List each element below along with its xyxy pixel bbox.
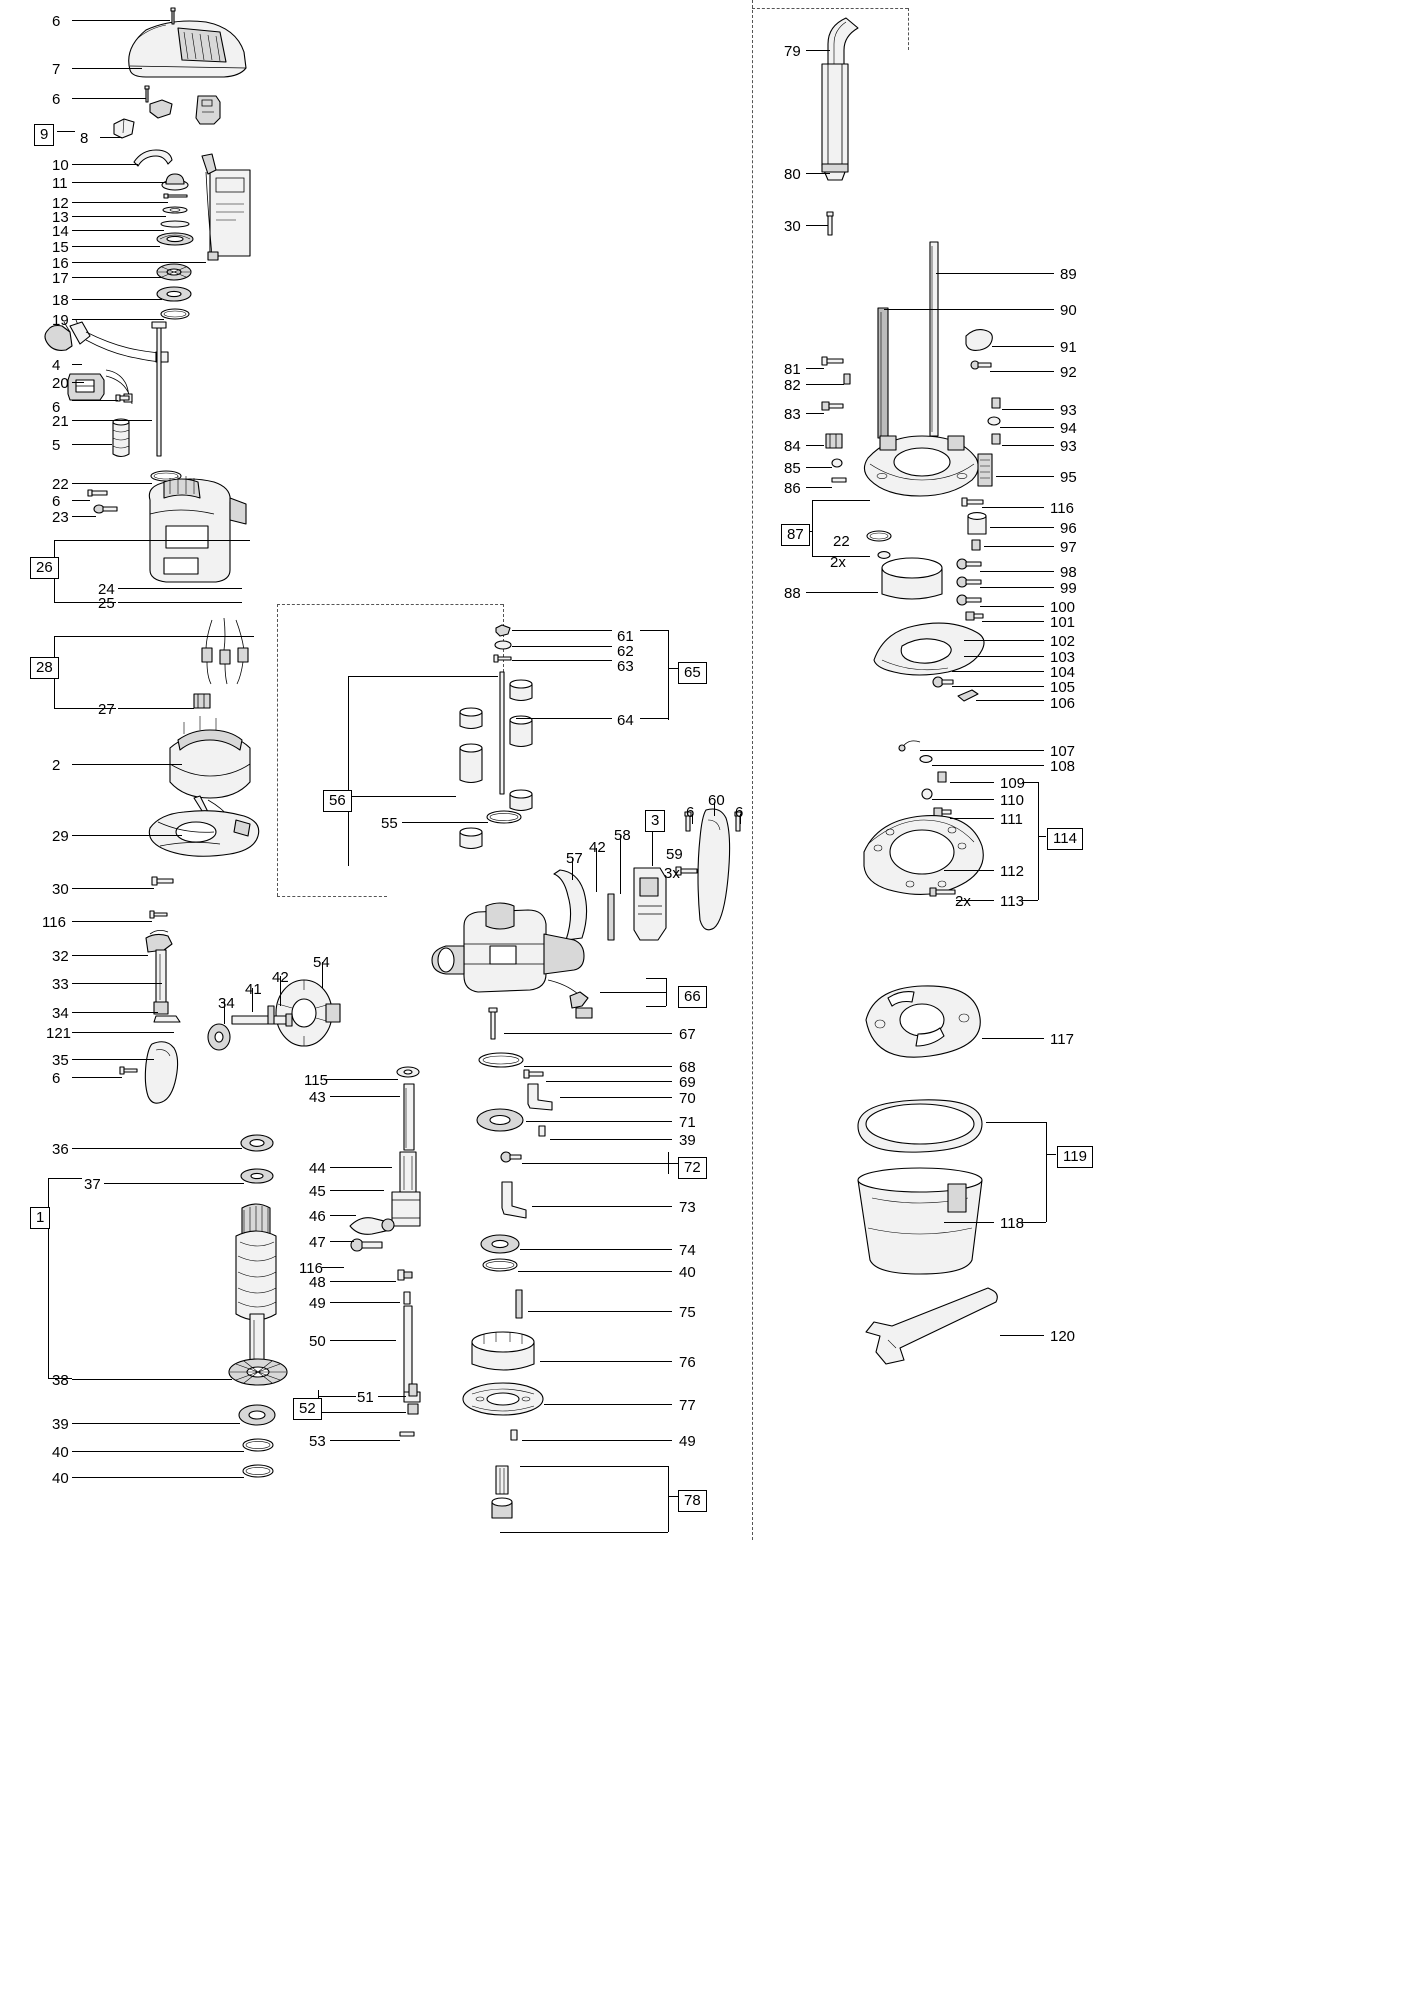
- part-72-pin: [500, 1150, 522, 1164]
- part-105-pin: [932, 676, 954, 688]
- callout-number: 81: [784, 361, 801, 378]
- part-69-screw: [524, 1068, 544, 1080]
- part-71-bearing: [476, 1108, 524, 1132]
- callout-assembly-number: 119: [1057, 1146, 1093, 1168]
- part-66-switch: [546, 972, 606, 1020]
- part-86-pin: [828, 474, 848, 488]
- part-73-lever: [496, 1178, 532, 1222]
- part-113-screw: [930, 886, 956, 898]
- callout-number: 22: [833, 533, 850, 550]
- part-76-collet-housing: [466, 1330, 540, 1378]
- callout-number: 116: [1050, 500, 1074, 517]
- callout-number: 57: [566, 850, 583, 867]
- callout-number: 85: [784, 460, 801, 477]
- part-49-pin-bottom: [506, 1428, 522, 1442]
- part-42-pin: [264, 1004, 278, 1026]
- callout-number: 10: [52, 157, 69, 174]
- group-56-frame-bottom: [277, 896, 387, 897]
- callout-number: 40: [52, 1444, 69, 1461]
- part-11-knob: [158, 170, 192, 192]
- callout-number: 16: [52, 255, 69, 272]
- callout-number: 105: [1050, 679, 1076, 696]
- part-30-screw: [152, 876, 174, 886]
- part-97-pin: [966, 538, 986, 552]
- callout-number: 32: [52, 948, 69, 965]
- callout-number: 27: [98, 701, 115, 718]
- callout-number: 3x: [664, 865, 680, 882]
- part-109-pin: [932, 770, 952, 784]
- callout-number: 102: [1050, 633, 1076, 650]
- callout-assembly-number: 3: [645, 810, 665, 832]
- part-53-pin: [398, 1428, 416, 1440]
- part-93-pin-a: [988, 396, 1004, 410]
- callout-number: 63: [617, 658, 634, 675]
- part-30-screw-right: [824, 212, 836, 236]
- callout-number: 11: [52, 175, 68, 192]
- group-56-frame-top: [277, 604, 503, 605]
- callout-number: 25: [98, 595, 115, 612]
- part-116-screw: [150, 910, 168, 920]
- part-1-armature: [214, 1196, 306, 1376]
- part-88-dust-ring: [878, 556, 946, 608]
- callout-number: 13: [52, 209, 69, 226]
- callout-assembly-number: 56: [323, 790, 352, 812]
- part-85-washer: [830, 458, 844, 468]
- part-clip-8b: [148, 98, 176, 118]
- part-35-handle: [140, 1036, 184, 1104]
- callout-number: 34: [52, 1005, 69, 1022]
- part-37-washer: [240, 1168, 274, 1184]
- callout-number: 116: [299, 1260, 323, 1277]
- part-78-collets: [486, 1462, 520, 1532]
- part-64-bush-b: [506, 714, 536, 750]
- part-56-bush-d: [456, 826, 486, 852]
- part-18-gear: [156, 285, 192, 303]
- part-32-depth-stop: [138, 928, 198, 1036]
- part-58-pin: [604, 892, 618, 944]
- part-48-pin: [394, 1268, 414, 1282]
- callout-number: 6: [52, 91, 61, 108]
- callout-number: 6: [735, 804, 744, 821]
- callout-assembly-number: 52: [293, 1398, 322, 1420]
- part-93-pin-b: [988, 432, 1004, 446]
- part-38-fan: [228, 1356, 288, 1388]
- callout-number: 29: [52, 828, 69, 845]
- part-108-washer: [918, 754, 934, 764]
- callout-assembly-number: 72: [678, 1157, 707, 1179]
- callout-number: 42: [589, 839, 606, 856]
- part-60-handle: [692, 806, 732, 932]
- part-95-scale: [972, 452, 998, 488]
- part-91-knob: [962, 326, 996, 352]
- callout-number: 79: [784, 43, 801, 60]
- callout-number: 7: [52, 61, 61, 78]
- part-screw-6a: [168, 8, 178, 24]
- callout-number: 116: [42, 914, 66, 931]
- part-64-bush-a: [506, 678, 536, 704]
- callout-number: 68: [679, 1059, 696, 1076]
- part-screw-6d: [88, 488, 108, 498]
- callout-number: 98: [1060, 564, 1077, 581]
- part-20-switch: [66, 368, 108, 402]
- part-92-pin: [970, 360, 992, 370]
- part-119-ring: [850, 1096, 990, 1156]
- callout-number: 61: [617, 628, 634, 645]
- callout-number: 2x: [955, 893, 971, 910]
- part-34-roller: [206, 1022, 232, 1052]
- part-14-washer: [160, 220, 190, 228]
- part-89-column-right: [924, 240, 944, 440]
- callout-number: 47: [309, 1234, 326, 1251]
- callout-number: 97: [1060, 539, 1077, 556]
- part-102-guide: [868, 620, 984, 682]
- part-84-bracket: [822, 430, 848, 452]
- callout-number: 60: [708, 792, 725, 809]
- callout-number: 70: [679, 1090, 696, 1107]
- callout-number: 83: [784, 406, 801, 423]
- callout-number: 117: [1050, 1031, 1074, 1048]
- part-top-cover: [120, 18, 250, 80]
- part-6-screw-handle: [120, 1066, 138, 1076]
- callout-number: 22: [52, 476, 69, 493]
- part-22-oring-right: [866, 530, 892, 542]
- divider-vertical-right-stub: [908, 8, 909, 50]
- part-29-bracket: [140, 806, 266, 862]
- callout-number: 8: [80, 130, 89, 147]
- callout-number: 48: [309, 1274, 326, 1291]
- part-100-pin: [956, 594, 982, 606]
- callout-number: 18: [52, 292, 69, 309]
- group-56-frame-left: [277, 604, 278, 896]
- callout-number: 96: [1060, 520, 1077, 537]
- part-55-oring: [486, 810, 522, 824]
- part-41-shaft: [230, 1008, 294, 1032]
- part-67-screw: [486, 1008, 500, 1040]
- callout-number: 41: [245, 981, 262, 998]
- callout-number: 120: [1050, 1328, 1076, 1345]
- callout-number: 121: [46, 1025, 72, 1042]
- part-117-plate: [858, 982, 986, 1060]
- callout-number: 107: [1050, 743, 1076, 760]
- callout-number: 93: [1060, 438, 1077, 455]
- callout-number: 84: [784, 438, 801, 455]
- callout-number: 113: [1000, 893, 1024, 910]
- callout-number: 103: [1050, 649, 1076, 666]
- callout-number: 101: [1050, 614, 1076, 631]
- callout-number: 82: [784, 377, 801, 394]
- callout-number: 54: [313, 954, 330, 971]
- callout-number: 45: [309, 1183, 326, 1200]
- part-43-shaft: [398, 1082, 420, 1156]
- callout-number: 39: [52, 1416, 69, 1433]
- part-56-bush-a: [456, 706, 486, 732]
- callout-number: 24: [98, 581, 115, 598]
- part-39-ring-mid: [534, 1124, 550, 1138]
- part-98-pin: [956, 558, 982, 570]
- callout-number: 21: [52, 413, 69, 430]
- callout-number: 30: [784, 218, 801, 235]
- part-74-bearing: [480, 1234, 520, 1254]
- callout-number: 49: [309, 1295, 326, 1312]
- callout-assembly-number: 66: [678, 986, 707, 1008]
- part-112-baseplate: [854, 806, 990, 900]
- callout-number: 109: [1000, 775, 1026, 792]
- callout-number: 38: [52, 1372, 69, 1389]
- callout-number: 95: [1060, 469, 1077, 486]
- part-87-base: [854, 420, 988, 502]
- callout-number: 35: [52, 1052, 69, 1069]
- callout-number: 73: [679, 1199, 696, 1216]
- part-28-leads: [196, 614, 266, 692]
- callout-number: 86: [784, 480, 801, 497]
- callout-number: 118: [1000, 1215, 1024, 1232]
- callout-number: 77: [679, 1397, 696, 1414]
- callout-number: 39: [679, 1132, 696, 1149]
- callout-number: 6: [52, 13, 61, 30]
- callout-number: 111: [1000, 811, 1023, 828]
- part-5-sleeve: [108, 416, 134, 462]
- part-120-wrench: [856, 1286, 1004, 1366]
- part-61-clip: [494, 624, 512, 636]
- callout-number: 88: [784, 585, 801, 602]
- part-40-ring-b: [242, 1464, 274, 1478]
- callout-number: 74: [679, 1242, 696, 1259]
- part-68-ring: [478, 1052, 524, 1068]
- callout-number: 53: [309, 1433, 326, 1450]
- part-40-ring-mid: [482, 1258, 518, 1272]
- callout-number: 43: [309, 1089, 326, 1106]
- callout-number: 75: [679, 1304, 696, 1321]
- callout-number: 5: [52, 437, 61, 454]
- callout-number: 89: [1060, 266, 1077, 283]
- callout-number: 2x: [830, 554, 846, 571]
- callout-number: 42: [272, 969, 289, 986]
- callout-number: 62: [617, 643, 634, 660]
- part-47-pin: [350, 1238, 384, 1252]
- part-screw-6c: [116, 394, 130, 402]
- callout-number: 90: [1060, 302, 1077, 319]
- callout-number: 23: [52, 509, 69, 526]
- part-10-lever: [130, 146, 176, 170]
- part-80-tube: [812, 62, 860, 186]
- callout-assembly-number: 1: [30, 1207, 50, 1229]
- callout-number: 110: [1000, 792, 1024, 809]
- part-81-screw: [822, 356, 844, 366]
- callout-number: 51: [357, 1389, 374, 1406]
- part-51-pin: [404, 1382, 422, 1398]
- part-70-clip: [522, 1080, 558, 1116]
- callout-number: 40: [52, 1470, 69, 1487]
- callout-number: 6: [52, 399, 61, 416]
- callout-number: 40: [679, 1264, 696, 1281]
- part-56-bush-b: [456, 742, 486, 786]
- part-63-screw: [494, 654, 512, 664]
- callout-number: 6: [686, 804, 695, 821]
- part-116-screw-right: [962, 496, 984, 508]
- callout-number: 108: [1050, 758, 1076, 775]
- callout-number: 46: [309, 1208, 326, 1225]
- callout-number: 106: [1050, 695, 1076, 712]
- callout-number: 92: [1060, 364, 1077, 381]
- callout-number: 12: [52, 195, 69, 212]
- callout-number: 104: [1050, 664, 1076, 681]
- part-15-spring-washer: [156, 232, 194, 246]
- callout-number: 36: [52, 1141, 69, 1158]
- callout-assembly-number: 114: [1047, 828, 1083, 850]
- callout-number: 55: [381, 815, 398, 832]
- part-23-pin: [94, 504, 118, 514]
- callout-number: 44: [309, 1160, 326, 1177]
- part-99-pin: [956, 576, 982, 588]
- callout-number: 76: [679, 1354, 696, 1371]
- part-12-screw: [164, 192, 188, 200]
- callout-number: 91: [1060, 339, 1077, 356]
- part-62-washer: [494, 640, 512, 650]
- callout-number: 58: [614, 827, 631, 844]
- part-17-gear: [156, 262, 192, 282]
- callout-number: 33: [52, 976, 69, 993]
- part-39-bearing: [238, 1404, 276, 1426]
- part-77-base-plate: [462, 1382, 544, 1416]
- part-16-pcb: [196, 152, 256, 274]
- callout-number: 20: [52, 375, 69, 392]
- callout-number: 71: [679, 1114, 696, 1131]
- callout-assembly-number: 65: [678, 662, 707, 684]
- callout-assembly-number: 78: [678, 1490, 707, 1512]
- callout-number: 50: [309, 1333, 326, 1350]
- callout-number: 112: [1000, 863, 1024, 880]
- part-26-motor-housing: [130, 470, 260, 590]
- callout-number: 99: [1060, 580, 1077, 597]
- callout-assembly-number: 26: [30, 557, 59, 579]
- callout-number: 15: [52, 239, 69, 256]
- callout-number: 6: [52, 493, 61, 510]
- callout-assembly-number: 87: [781, 524, 810, 546]
- callout-assembly-number: 28: [30, 657, 59, 679]
- callout-number: 34: [218, 995, 235, 1012]
- callout-number: 94: [1060, 420, 1077, 437]
- callout-number: 14: [52, 223, 69, 240]
- part-40-ring-a: [242, 1438, 274, 1452]
- callout-number: 6: [52, 1070, 61, 1087]
- callout-number: 17: [52, 270, 69, 287]
- callout-number: 80: [784, 166, 801, 183]
- divider-top-right: [752, 8, 908, 9]
- callout-number: 19: [52, 312, 69, 329]
- part-21-rod: [150, 318, 168, 458]
- part-13-washer: [162, 206, 188, 214]
- part-52-pin: [404, 1402, 424, 1416]
- part-96-bush: [962, 512, 992, 538]
- part-94-washer: [986, 416, 1002, 426]
- part-83-screw: [822, 400, 844, 412]
- callout-number: 2: [52, 757, 61, 774]
- callout-number: 59: [666, 846, 683, 863]
- part-36-bearing: [240, 1134, 274, 1152]
- callout-number: 115: [304, 1072, 328, 1089]
- part-115-ring: [396, 1066, 420, 1078]
- callout-number: 37: [84, 1176, 101, 1193]
- callout-assembly-number: 9: [34, 124, 54, 146]
- callout-number: 64: [617, 712, 634, 729]
- part-75-pin: [512, 1288, 526, 1320]
- callout-number: 49: [679, 1433, 696, 1450]
- callout-number: 69: [679, 1074, 696, 1091]
- callout-number: 93: [1060, 402, 1077, 419]
- callout-number: 67: [679, 1026, 696, 1043]
- part-switch-block-9: [194, 92, 224, 126]
- divider-vertical-right: [752, 0, 753, 1540]
- callout-number: 4: [52, 357, 61, 374]
- callout-number: 30: [52, 881, 69, 898]
- callout-number: 100: [1050, 599, 1076, 616]
